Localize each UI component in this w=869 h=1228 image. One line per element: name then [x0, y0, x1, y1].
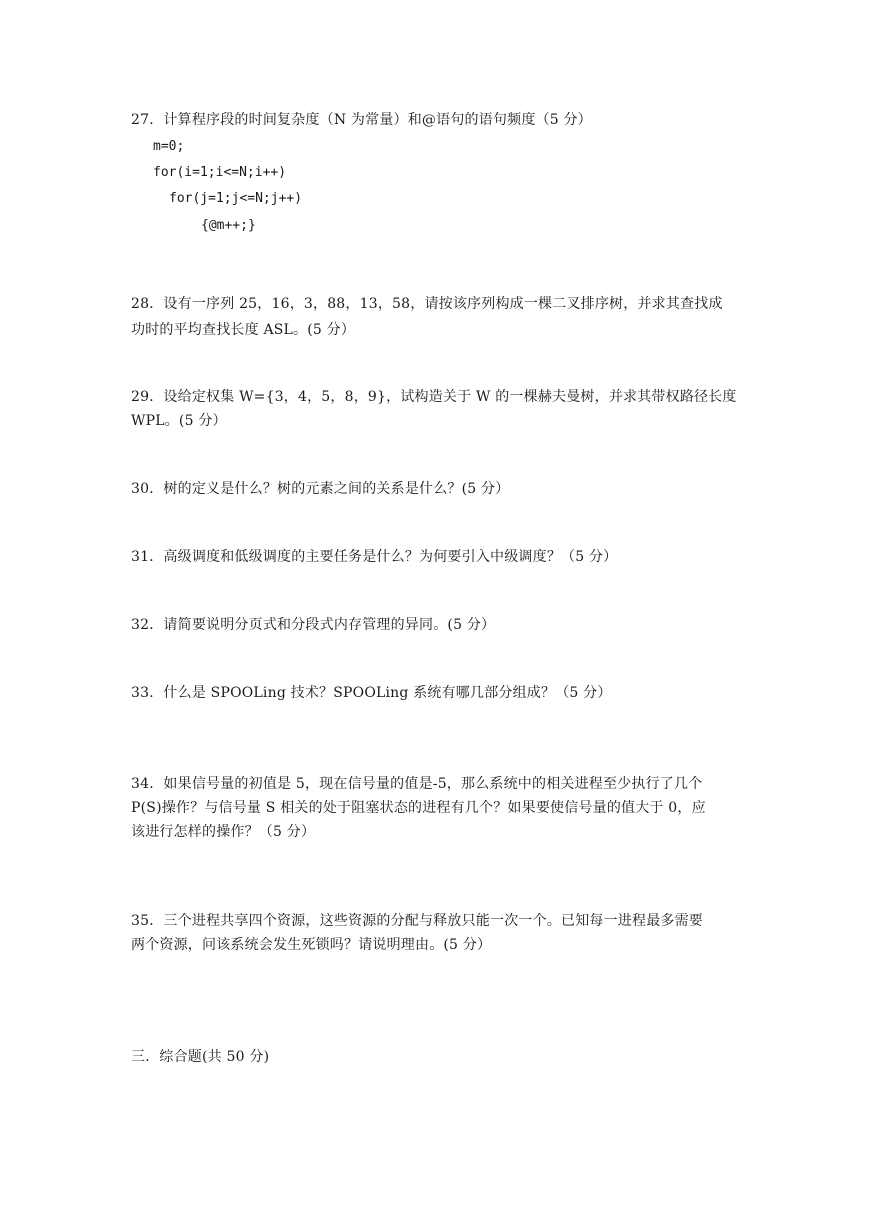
question-32: 32．请简要说明分页式和分段式内存管理的异同。(5 分）: [131, 617, 496, 633]
code-line-4: {@m++;}: [201, 218, 256, 233]
question-27-title: 27．计算程序段的时间复杂度（N 为常量）和@语句的语句频度（5 分）: [131, 112, 592, 128]
section-3-heading: 三．综合题(共 50 分): [131, 1049, 270, 1065]
question-35-line-1: 35．三个进程共享四个资源，这些资源的分配与释放只能一次一个。已知每一进程最多需要: [131, 913, 704, 929]
code-line-3: for(j=1;j<=N;j++): [169, 191, 303, 206]
question-31: 31．高级调度和低级调度的主要任务是什么？为何要引入中级调度？（5 分）: [131, 549, 618, 565]
question-35-line-2: 两个资源，问该系统会发生死锁吗？请说明理由。(5 分）: [131, 937, 492, 953]
question-30: 30．树的定义是什么？树的元素之间的关系是什么？(5 分）: [131, 481, 510, 497]
code-line-2: for(i=1;i<=N;i++): [153, 165, 287, 180]
question-28-line-1: 28．设有一序列 25，16，3，88，13，58，请按该序列构成一棵二叉排序树，并求其查找成: [131, 296, 723, 312]
question-34-line-2: P(S)操作？与信号量 S 相关的处于阻塞状态的进程有几个？如果要使信号量的值大于 0，应: [131, 800, 706, 816]
question-29-line-2: WPL。(5 分）: [131, 413, 227, 429]
question-34-line-3: 该进行怎样的操作？（5 分）: [131, 824, 316, 840]
code-line-1: m=0;: [153, 139, 185, 154]
question-29-line-1: 29．设给定权集 W={3，4，5，8，9}，试构造关于 W 的一棵赫夫曼树，并求其带权路径长度: [131, 389, 737, 405]
question-33: 33．什么是 SPOOLing 技术？SPOOLing 系统有哪几部分组成？（5 分）: [131, 685, 612, 701]
question-28-line-2: 功时的平均查找长度 ASL。(5 分）: [131, 322, 356, 338]
question-34-line-1: 34．如果信号量的初值是 5，现在信号量的值是-5，那么系统中的相关进程至少执行了几个: [131, 776, 703, 792]
